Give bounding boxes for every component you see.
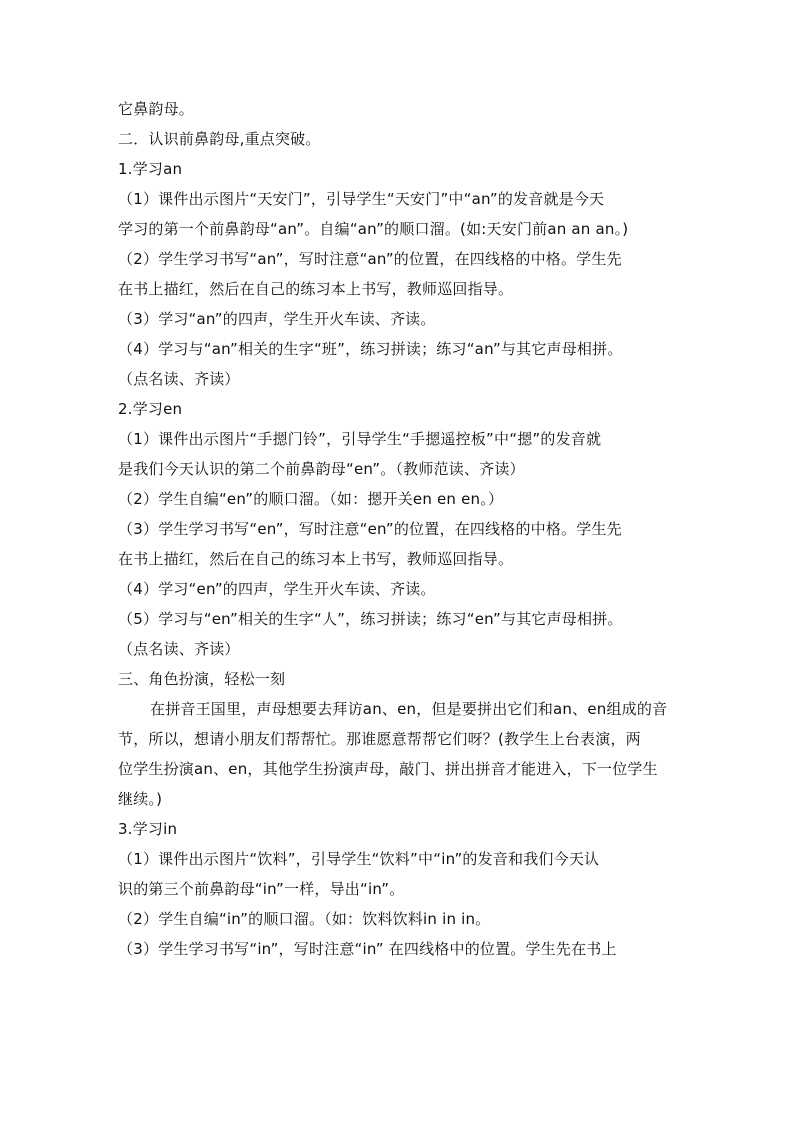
- text-line: 在拼音王国里，声母想要去拜访an、en，但是要拼出它们和an、en组成的音: [150, 700, 668, 718]
- text-line: 节，所以，想请小朋友们帮帮忙。那谁愿意帮帮它们呀？(教学生上台表演，两: [118, 730, 641, 748]
- text-line: 学习的第一个前鼻韵母“an”。自编“an”的顺口溜。(如:天安门前an an an。): [118, 220, 629, 238]
- section-heading: 二．认识前鼻韵母,重点突破。: [118, 130, 321, 148]
- text-line: （2）学生学习书写“an”，写时注意“an”的位置，在四线格的中格。学生先: [118, 250, 622, 268]
- text-line: 位学生扮演an、en，其他学生扮演声母，敲门、拼出拼音才能进入，下一位学生: [118, 760, 658, 778]
- text-line: （3）学生学习书写“in”，写时注意“in” 在四线格中的位置。学生先在书上: [118, 940, 617, 958]
- text-line: 它鼻韵母。: [118, 100, 195, 118]
- text-line: （5）学习与“en”相关的生字“人”，练习拼读；练习“en”与其它声母相拼。: [118, 610, 623, 628]
- text-line: （2）学生自编“in”的顺口溜。（如：饮料饮料in in in。: [118, 910, 491, 928]
- text-line: 识的第三个前鼻韵母“in”一样，导出“in”。: [118, 880, 405, 898]
- document-page: [118, 94, 688, 964]
- subsection-heading: 1.学习an: [118, 160, 183, 178]
- text-line: （点名读、齐读）: [118, 640, 240, 658]
- subsection-heading: 2.学习en: [118, 400, 183, 418]
- text-line: （3）学生学习书写“en”，写时注意“en”的位置，在四线格的中格。学生先: [118, 520, 622, 538]
- text-line: （2）学生自编“en”的顺口溜。（如：摁开关en en en。）: [118, 490, 504, 508]
- text-line: （点名读、齐读）: [118, 370, 240, 388]
- text-line: 在书上描红，然后在自己的练习本上书写，教师巡回指导。: [118, 280, 514, 298]
- text-line: （1）课件出示图片“手摁门铃”，引导学生“手摁遥控板”中“摁”的发音就: [118, 430, 602, 448]
- subsection-heading: 3.学习in: [118, 820, 178, 838]
- text-line: （4）学习“en”的四声，学生开火车读、齐读。: [118, 580, 436, 598]
- text-line: （3）学习“an”的四声，学生开火车读、齐读。: [118, 310, 436, 328]
- text-line: （1）课件出示图片“饮料”，引导学生“饮料”中“in”的发音和我们今天认: [118, 850, 600, 868]
- text-line: 继续。): [118, 790, 163, 808]
- text-line: 是我们今天认识的第二个前鼻韵母“en”。（教师范读、齐读）: [118, 460, 525, 478]
- text-line: （1）课件出示图片“天安门”，引导学生“天安门”中“an”的发音就是今天: [118, 190, 605, 208]
- text-line: （4）学习与“an”相关的生字“班”，练习拼读；练习“an”与其它声母相拼。: [118, 340, 623, 358]
- section-heading: 三、角色扮演，轻松一刻: [118, 670, 286, 688]
- text-line: 在书上描红，然后在自己的练习本上书写，教师巡回指导。: [118, 550, 514, 568]
